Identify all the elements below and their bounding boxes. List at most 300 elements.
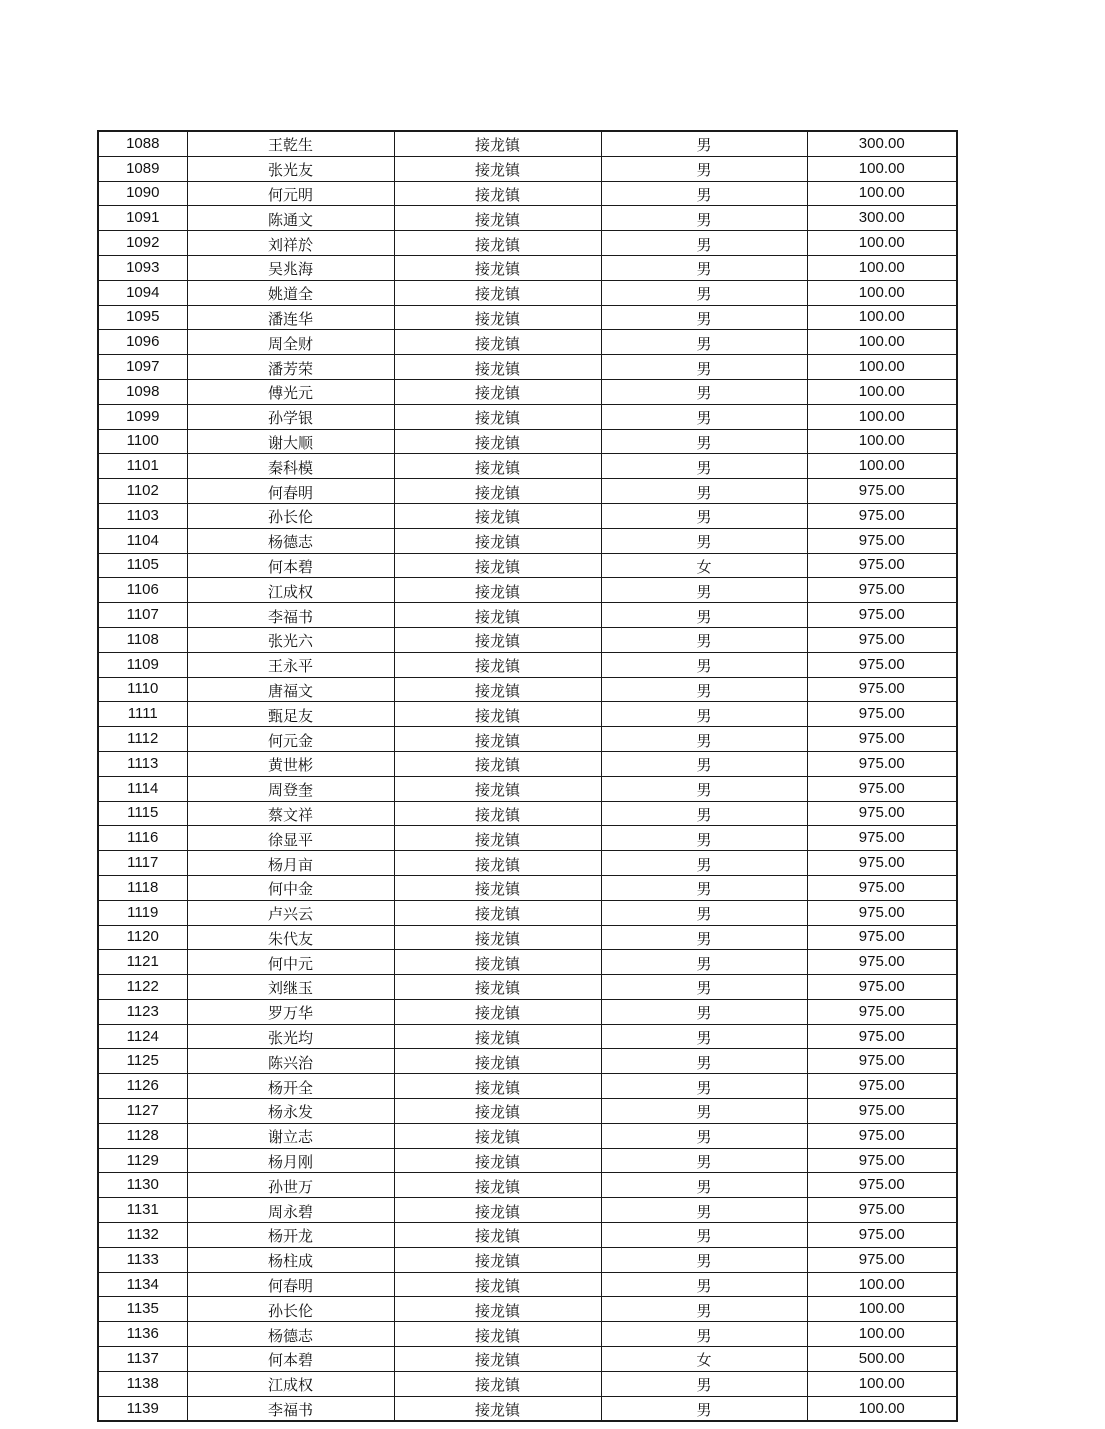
row-number-cell: 1124 xyxy=(98,1024,187,1049)
amount-cell: 975.00 xyxy=(807,702,957,727)
amount-cell: 975.00 xyxy=(807,553,957,578)
gender-cell: 男 xyxy=(601,875,807,900)
amount-cell: 975.00 xyxy=(807,528,957,553)
town-cell: 接龙镇 xyxy=(394,355,601,380)
row-number-cell: 1113 xyxy=(98,751,187,776)
table-row xyxy=(98,999,957,1024)
row-number-cell: 1092 xyxy=(98,231,187,256)
town-cell: 接龙镇 xyxy=(394,528,601,553)
amount-cell: 100.00 xyxy=(807,1297,957,1322)
row-number-cell: 1136 xyxy=(98,1322,187,1347)
table-row xyxy=(98,1247,957,1272)
table-row xyxy=(98,950,957,975)
amount-cell: 975.00 xyxy=(807,1247,957,1272)
table-row xyxy=(98,1173,957,1198)
town-cell: 接龙镇 xyxy=(394,1272,601,1297)
name-cell: 何本碧 xyxy=(187,1347,394,1372)
town-cell: 接龙镇 xyxy=(394,454,601,479)
name-cell: 秦科模 xyxy=(187,454,394,479)
amount-cell: 975.00 xyxy=(807,1223,957,1248)
gender-cell: 男 xyxy=(601,1099,807,1124)
name-cell: 孙学银 xyxy=(187,404,394,429)
gender-cell: 男 xyxy=(601,727,807,752)
town-cell: 接龙镇 xyxy=(394,900,601,925)
amount-cell: 975.00 xyxy=(807,627,957,652)
town-cell: 接龙镇 xyxy=(394,255,601,280)
town-cell: 接龙镇 xyxy=(394,702,601,727)
row-number-cell: 1105 xyxy=(98,553,187,578)
amount-cell: 300.00 xyxy=(807,206,957,231)
amount-cell: 975.00 xyxy=(807,1074,957,1099)
name-cell: 何中元 xyxy=(187,950,394,975)
amount-cell: 975.00 xyxy=(807,652,957,677)
amount-cell: 975.00 xyxy=(807,950,957,975)
row-number-cell: 1117 xyxy=(98,851,187,876)
amount-cell: 975.00 xyxy=(807,727,957,752)
gender-cell: 女 xyxy=(601,1347,807,1372)
name-cell: 孙长伦 xyxy=(187,503,394,528)
row-number-cell: 1126 xyxy=(98,1074,187,1099)
table-row xyxy=(98,255,957,280)
row-number-cell: 1130 xyxy=(98,1173,187,1198)
table-row xyxy=(98,1371,957,1396)
row-number-cell: 1115 xyxy=(98,801,187,826)
table-row xyxy=(98,1123,957,1148)
table-row xyxy=(98,181,957,206)
row-number-cell: 1134 xyxy=(98,1272,187,1297)
gender-cell: 男 xyxy=(601,851,807,876)
row-number-cell: 1108 xyxy=(98,627,187,652)
name-cell: 张光六 xyxy=(187,627,394,652)
town-cell: 接龙镇 xyxy=(394,751,601,776)
name-cell: 唐福文 xyxy=(187,677,394,702)
name-cell: 杨开龙 xyxy=(187,1223,394,1248)
town-cell: 接龙镇 xyxy=(394,1297,601,1322)
table-row xyxy=(98,1347,957,1372)
gender-cell: 男 xyxy=(601,1049,807,1074)
name-cell: 杨开全 xyxy=(187,1074,394,1099)
town-cell: 接龙镇 xyxy=(394,727,601,752)
name-cell: 孙长伦 xyxy=(187,1297,394,1322)
table-row xyxy=(98,454,957,479)
table-row xyxy=(98,776,957,801)
table-row xyxy=(98,1322,957,1347)
row-number-cell: 1139 xyxy=(98,1396,187,1421)
gender-cell: 男 xyxy=(601,355,807,380)
row-number-cell: 1118 xyxy=(98,875,187,900)
name-cell: 甄足友 xyxy=(187,702,394,727)
row-number-cell: 1137 xyxy=(98,1347,187,1372)
amount-cell: 975.00 xyxy=(807,826,957,851)
row-number-cell: 1099 xyxy=(98,404,187,429)
amount-cell: 975.00 xyxy=(807,925,957,950)
name-cell: 何春明 xyxy=(187,1272,394,1297)
town-cell: 接龙镇 xyxy=(394,776,601,801)
amount-cell: 975.00 xyxy=(807,801,957,826)
gender-cell: 男 xyxy=(601,503,807,528)
table-row xyxy=(98,975,957,1000)
amount-cell: 100.00 xyxy=(807,1322,957,1347)
table-row xyxy=(98,1049,957,1074)
town-cell: 接龙镇 xyxy=(394,429,601,454)
amount-cell: 975.00 xyxy=(807,503,957,528)
row-number-cell: 1093 xyxy=(98,255,187,280)
name-cell: 王永平 xyxy=(187,652,394,677)
amount-cell: 100.00 xyxy=(807,1371,957,1396)
gender-cell: 男 xyxy=(601,454,807,479)
amount-cell: 100.00 xyxy=(807,1396,957,1421)
name-cell: 罗万华 xyxy=(187,999,394,1024)
gender-cell: 男 xyxy=(601,999,807,1024)
row-number-cell: 1116 xyxy=(98,826,187,851)
table-row xyxy=(98,826,957,851)
gender-cell: 男 xyxy=(601,1223,807,1248)
amount-cell: 100.00 xyxy=(807,1272,957,1297)
amount-cell: 975.00 xyxy=(807,677,957,702)
amount-cell: 100.00 xyxy=(807,255,957,280)
town-cell: 接龙镇 xyxy=(394,1371,601,1396)
row-number-cell: 1104 xyxy=(98,528,187,553)
row-number-cell: 1119 xyxy=(98,900,187,925)
row-number-cell: 1106 xyxy=(98,578,187,603)
name-cell: 刘祥於 xyxy=(187,231,394,256)
gender-cell: 男 xyxy=(601,1024,807,1049)
table-row xyxy=(98,900,957,925)
table-row xyxy=(98,1396,957,1421)
town-cell: 接龙镇 xyxy=(394,1347,601,1372)
table-row xyxy=(98,1024,957,1049)
gender-cell: 男 xyxy=(601,528,807,553)
amount-cell: 975.00 xyxy=(807,1123,957,1148)
table-row xyxy=(98,553,957,578)
table-row xyxy=(98,379,957,404)
gender-cell: 男 xyxy=(601,330,807,355)
gender-cell: 男 xyxy=(601,975,807,1000)
amount-cell: 100.00 xyxy=(807,355,957,380)
gender-cell: 男 xyxy=(601,1272,807,1297)
town-cell: 接龙镇 xyxy=(394,280,601,305)
amount-cell: 975.00 xyxy=(807,751,957,776)
name-cell: 吴兆海 xyxy=(187,255,394,280)
row-number-cell: 1101 xyxy=(98,454,187,479)
row-number-cell: 1125 xyxy=(98,1049,187,1074)
amount-cell: 975.00 xyxy=(807,900,957,925)
amount-cell: 975.00 xyxy=(807,1099,957,1124)
gender-cell: 男 xyxy=(601,1247,807,1272)
table-row xyxy=(98,503,957,528)
table-row xyxy=(98,404,957,429)
gender-cell: 男 xyxy=(601,1396,807,1421)
town-cell: 接龙镇 xyxy=(394,404,601,429)
table-row xyxy=(98,1297,957,1322)
row-number-cell: 1097 xyxy=(98,355,187,380)
row-number-cell: 1132 xyxy=(98,1223,187,1248)
table-row xyxy=(98,231,957,256)
table-row xyxy=(98,801,957,826)
amount-cell: 975.00 xyxy=(807,1198,957,1223)
town-cell: 接龙镇 xyxy=(394,999,601,1024)
gender-cell: 男 xyxy=(601,950,807,975)
table-row xyxy=(98,1074,957,1099)
town-cell: 接龙镇 xyxy=(394,1074,601,1099)
amount-cell: 975.00 xyxy=(807,479,957,504)
name-cell: 陈通文 xyxy=(187,206,394,231)
town-cell: 接龙镇 xyxy=(394,975,601,1000)
name-cell: 何本碧 xyxy=(187,553,394,578)
gender-cell: 男 xyxy=(601,379,807,404)
gender-cell: 男 xyxy=(601,1297,807,1322)
town-cell: 接龙镇 xyxy=(394,479,601,504)
table-row xyxy=(98,206,957,231)
name-cell: 卢兴云 xyxy=(187,900,394,925)
amount-cell: 975.00 xyxy=(807,603,957,628)
gender-cell: 男 xyxy=(601,900,807,925)
amount-cell: 100.00 xyxy=(807,429,957,454)
row-number-cell: 1133 xyxy=(98,1247,187,1272)
gender-cell: 男 xyxy=(601,652,807,677)
gender-cell: 男 xyxy=(601,1322,807,1347)
gender-cell: 男 xyxy=(601,1148,807,1173)
town-cell: 接龙镇 xyxy=(394,206,601,231)
row-number-cell: 1110 xyxy=(98,677,187,702)
table-row xyxy=(98,479,957,504)
gender-cell: 男 xyxy=(601,603,807,628)
amount-cell: 100.00 xyxy=(807,231,957,256)
amount-cell: 975.00 xyxy=(807,1024,957,1049)
row-number-cell: 1096 xyxy=(98,330,187,355)
gender-cell: 男 xyxy=(601,1074,807,1099)
table-row xyxy=(98,355,957,380)
name-cell: 潘芳荣 xyxy=(187,355,394,380)
name-cell: 杨柱成 xyxy=(187,1247,394,1272)
name-cell: 李福书 xyxy=(187,1396,394,1421)
town-cell: 接龙镇 xyxy=(394,875,601,900)
table-row xyxy=(98,330,957,355)
gender-cell: 男 xyxy=(601,255,807,280)
town-cell: 接龙镇 xyxy=(394,379,601,404)
name-cell: 陈兴治 xyxy=(187,1049,394,1074)
table-row xyxy=(98,875,957,900)
town-cell: 接龙镇 xyxy=(394,1123,601,1148)
table-row xyxy=(98,851,957,876)
row-number-cell: 1127 xyxy=(98,1099,187,1124)
table-row xyxy=(98,727,957,752)
name-cell: 杨永发 xyxy=(187,1099,394,1124)
name-cell: 孙世万 xyxy=(187,1173,394,1198)
name-cell: 蔡文祥 xyxy=(187,801,394,826)
town-cell: 接龙镇 xyxy=(394,156,601,181)
amount-cell: 975.00 xyxy=(807,875,957,900)
town-cell: 接龙镇 xyxy=(394,503,601,528)
town-cell: 接龙镇 xyxy=(394,578,601,603)
row-number-cell: 1107 xyxy=(98,603,187,628)
name-cell: 姚道全 xyxy=(187,280,394,305)
row-number-cell: 1111 xyxy=(98,702,187,727)
table-row xyxy=(98,1099,957,1124)
name-cell: 张光友 xyxy=(187,156,394,181)
gender-cell: 男 xyxy=(601,181,807,206)
town-cell: 接龙镇 xyxy=(394,1247,601,1272)
name-cell: 徐显平 xyxy=(187,826,394,851)
gender-cell: 男 xyxy=(601,1371,807,1396)
roster-table-body xyxy=(98,131,957,1421)
row-number-cell: 1089 xyxy=(98,156,187,181)
name-cell: 周永碧 xyxy=(187,1198,394,1223)
amount-cell: 975.00 xyxy=(807,578,957,603)
gender-cell: 男 xyxy=(601,578,807,603)
row-number-cell: 1128 xyxy=(98,1123,187,1148)
table-row xyxy=(98,603,957,628)
row-number-cell: 1135 xyxy=(98,1297,187,1322)
table-row xyxy=(98,1272,957,1297)
row-number-cell: 1138 xyxy=(98,1371,187,1396)
town-cell: 接龙镇 xyxy=(394,330,601,355)
name-cell: 江成权 xyxy=(187,1371,394,1396)
amount-cell: 100.00 xyxy=(807,454,957,479)
amount-cell: 100.00 xyxy=(807,181,957,206)
gender-cell: 男 xyxy=(601,751,807,776)
row-number-cell: 1129 xyxy=(98,1148,187,1173)
table-row xyxy=(98,1198,957,1223)
row-number-cell: 1100 xyxy=(98,429,187,454)
amount-cell: 100.00 xyxy=(807,280,957,305)
amount-cell: 975.00 xyxy=(807,776,957,801)
town-cell: 接龙镇 xyxy=(394,305,601,330)
row-number-cell: 1109 xyxy=(98,652,187,677)
name-cell: 刘继玉 xyxy=(187,975,394,1000)
town-cell: 接龙镇 xyxy=(394,1173,601,1198)
town-cell: 接龙镇 xyxy=(394,925,601,950)
row-number-cell: 1098 xyxy=(98,379,187,404)
town-cell: 接龙镇 xyxy=(394,1148,601,1173)
town-cell: 接龙镇 xyxy=(394,1198,601,1223)
name-cell: 何中金 xyxy=(187,875,394,900)
town-cell: 接龙镇 xyxy=(394,1049,601,1074)
name-cell: 何春明 xyxy=(187,479,394,504)
town-cell: 接龙镇 xyxy=(394,1396,601,1421)
amount-cell: 300.00 xyxy=(807,131,957,156)
row-number-cell: 1090 xyxy=(98,181,187,206)
row-number-cell: 1094 xyxy=(98,280,187,305)
row-number-cell: 1088 xyxy=(98,131,187,156)
town-cell: 接龙镇 xyxy=(394,652,601,677)
amount-cell: 100.00 xyxy=(807,156,957,181)
name-cell: 杨德志 xyxy=(187,528,394,553)
amount-cell: 975.00 xyxy=(807,1173,957,1198)
amount-cell: 500.00 xyxy=(807,1347,957,1372)
town-cell: 接龙镇 xyxy=(394,553,601,578)
amount-cell: 975.00 xyxy=(807,1148,957,1173)
table-row xyxy=(98,751,957,776)
gender-cell: 女 xyxy=(601,553,807,578)
town-cell: 接龙镇 xyxy=(394,851,601,876)
gender-cell: 男 xyxy=(601,925,807,950)
gender-cell: 男 xyxy=(601,801,807,826)
name-cell: 潘连华 xyxy=(187,305,394,330)
name-cell: 何元金 xyxy=(187,727,394,752)
name-cell: 黄世彬 xyxy=(187,751,394,776)
name-cell: 傅光元 xyxy=(187,379,394,404)
row-number-cell: 1122 xyxy=(98,975,187,1000)
row-number-cell: 1095 xyxy=(98,305,187,330)
row-number-cell: 1123 xyxy=(98,999,187,1024)
name-cell: 杨月亩 xyxy=(187,851,394,876)
town-cell: 接龙镇 xyxy=(394,826,601,851)
gender-cell: 男 xyxy=(601,702,807,727)
gender-cell: 男 xyxy=(601,627,807,652)
name-cell: 杨德志 xyxy=(187,1322,394,1347)
town-cell: 接龙镇 xyxy=(394,181,601,206)
name-cell: 王乾生 xyxy=(187,131,394,156)
name-cell: 张光均 xyxy=(187,1024,394,1049)
amount-cell: 100.00 xyxy=(807,305,957,330)
gender-cell: 男 xyxy=(601,206,807,231)
row-number-cell: 1102 xyxy=(98,479,187,504)
row-number-cell: 1112 xyxy=(98,727,187,752)
name-cell: 杨月刚 xyxy=(187,1148,394,1173)
amount-cell: 100.00 xyxy=(807,379,957,404)
town-cell: 接龙镇 xyxy=(394,677,601,702)
row-number-cell: 1091 xyxy=(98,206,187,231)
gender-cell: 男 xyxy=(601,280,807,305)
gender-cell: 男 xyxy=(601,677,807,702)
table-row xyxy=(98,677,957,702)
amount-cell: 975.00 xyxy=(807,999,957,1024)
town-cell: 接龙镇 xyxy=(394,603,601,628)
gender-cell: 男 xyxy=(601,1123,807,1148)
table-row xyxy=(98,925,957,950)
row-number-cell: 1103 xyxy=(98,503,187,528)
table-row xyxy=(98,305,957,330)
gender-cell: 男 xyxy=(601,156,807,181)
amount-cell: 100.00 xyxy=(807,330,957,355)
amount-cell: 975.00 xyxy=(807,1049,957,1074)
gender-cell: 男 xyxy=(601,776,807,801)
row-number-cell: 1120 xyxy=(98,925,187,950)
gender-cell: 男 xyxy=(601,131,807,156)
table-row xyxy=(98,1223,957,1248)
town-cell: 接龙镇 xyxy=(394,1322,601,1347)
name-cell: 何元明 xyxy=(187,181,394,206)
table-row xyxy=(98,652,957,677)
gender-cell: 男 xyxy=(601,404,807,429)
town-cell: 接龙镇 xyxy=(394,231,601,256)
town-cell: 接龙镇 xyxy=(394,131,601,156)
name-cell: 谢大顺 xyxy=(187,429,394,454)
name-cell: 谢立志 xyxy=(187,1123,394,1148)
row-number-cell: 1121 xyxy=(98,950,187,975)
town-cell: 接龙镇 xyxy=(394,1024,601,1049)
table-row xyxy=(98,627,957,652)
town-cell: 接龙镇 xyxy=(394,1099,601,1124)
name-cell: 李福书 xyxy=(187,603,394,628)
table-row xyxy=(98,578,957,603)
gender-cell: 男 xyxy=(601,231,807,256)
table-row xyxy=(98,702,957,727)
roster-table xyxy=(97,130,958,1422)
table-row xyxy=(98,280,957,305)
town-cell: 接龙镇 xyxy=(394,627,601,652)
gender-cell: 男 xyxy=(601,826,807,851)
table-row xyxy=(98,156,957,181)
table-row xyxy=(98,429,957,454)
gender-cell: 男 xyxy=(601,305,807,330)
name-cell: 江成权 xyxy=(187,578,394,603)
name-cell: 朱代友 xyxy=(187,925,394,950)
table-row xyxy=(98,528,957,553)
name-cell: 周登奎 xyxy=(187,776,394,801)
gender-cell: 男 xyxy=(601,429,807,454)
